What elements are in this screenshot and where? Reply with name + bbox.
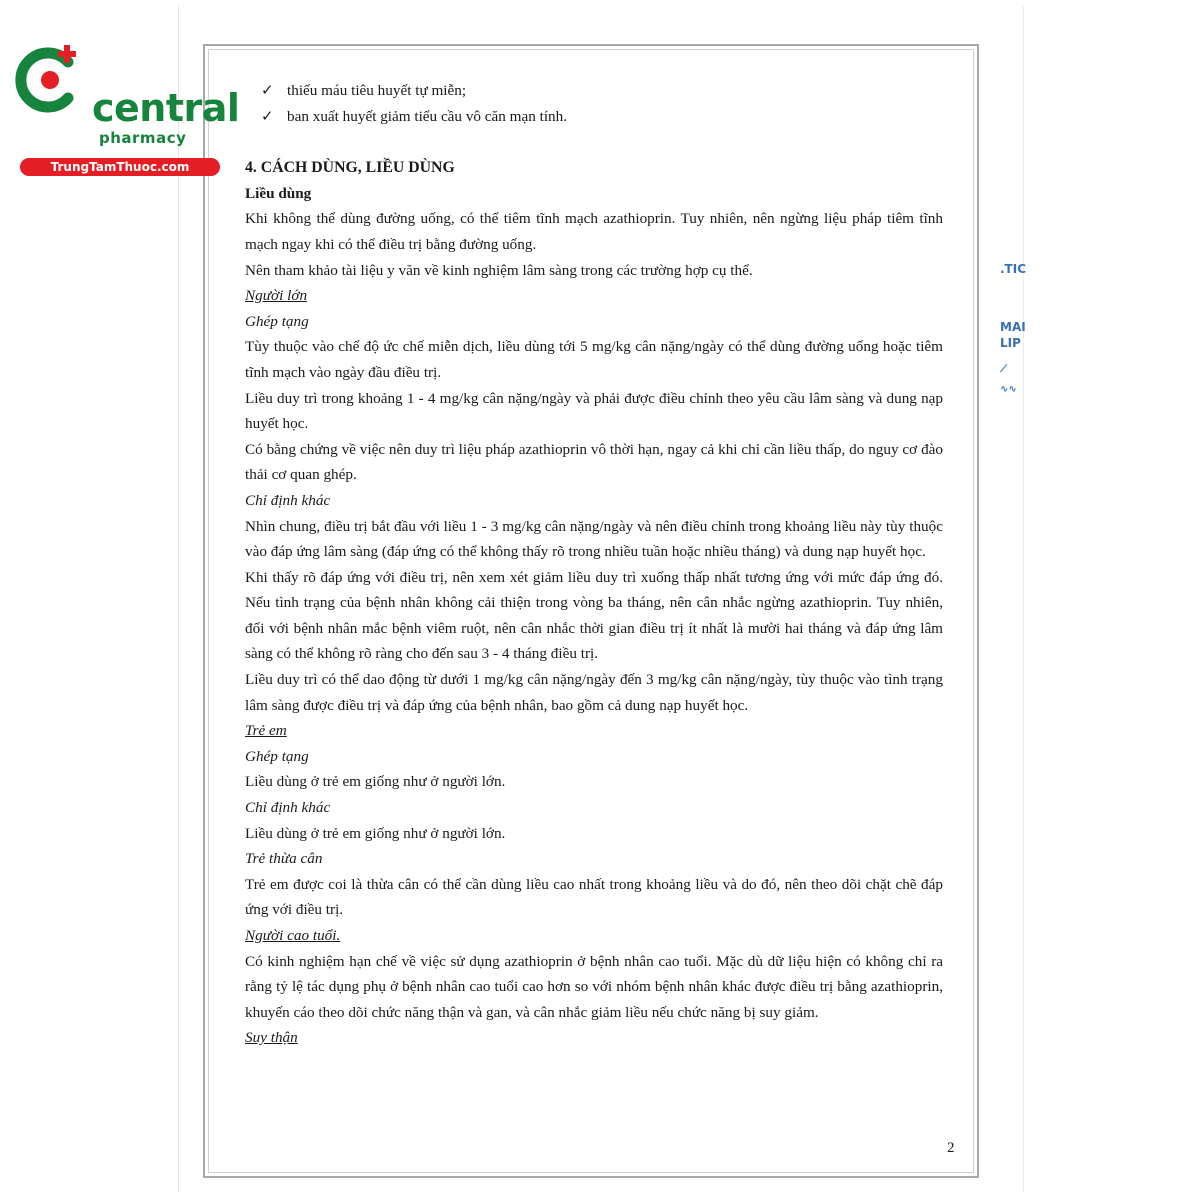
adult-transplant-heading: Ghép tạng [245, 312, 309, 330]
logo-website-banner: TrungTamThuoc.com [20, 158, 220, 176]
elderly-heading: Người cao tuổi. [245, 927, 341, 944]
paragraph: Khi không thể dùng đường uống, có thể tiêm tĩnh mạch azathioprin. Tuy nhiên, nên ngừng liệu pháp tiêm tĩnh mạch ngay khi có thể điều trị bằng đường uống. [245, 210, 943, 253]
paragraph: Liều duy trì trong khoảng 1 - 4 mg/kg cân nặng/ngày và phải được điều chỉnh theo yêu cầu lâm sàng và dung nạp huyết học. [245, 389, 943, 433]
logo-c-icon [10, 40, 90, 120]
children-transplant-heading: Ghép tạng [245, 747, 309, 765]
section-title: 4. CÁCH DÙNG, LIỀU DÙNG [245, 159, 455, 177]
paragraph: Liều duy trì có thể dao động từ dưới 1 mg/kg cân nặng/ngày đến 3 mg/kg cân nặng/ngày, tùy thuộc vào tình trạng lâm sàng được điều trị và đáp ứng của bệnh nhân, bao gồm cả dung nạp huyết học. [245, 671, 943, 714]
adult-other-indications-heading: Chỉ định khác [245, 491, 331, 509]
paragraph: Có bằng chứng về việc nên duy trì liệu pháp azathioprin vô thời hạn, ngay cả khi chỉ cần liều thấp, do nguy cơ đào thải cơ quan ghép. [245, 440, 943, 484]
page-number: 2 [947, 1140, 955, 1156]
paragraph: Khi thấy rõ đáp ứng với điều trị, nên xem xét giảm liều duy trì xuống thấp nhất tương ứng với mức đáp ứng đó. Nếu tình trạng của bệnh nhân không cải thiện trong vòng ba tháng, nên cân nhắc ngừng azathioprin. Tuy nhiên, đối với bệnh nhân mắc bệnh viêm ruột, nên cân nhắc thời gian điều trị ít nhất là mười hai tháng và đáp ứng lâm sàng có thể không rõ ràng cho đến sau 3 - 4 tháng điều trị. [245, 568, 943, 663]
paragraph: Nên tham khảo tài liệu y văn về kinh nghiệm lâm sàng trong các trường hợp cụ thể. [245, 261, 753, 279]
edge-mark-1: .TIC [1000, 262, 1027, 276]
paragraph: Liều dùng ở trẻ em giống như ở người lớn. [245, 773, 506, 791]
document-body [245, 78, 943, 1051]
logo-tagline: pharmacy [99, 129, 187, 147]
edge-mark-5: ∿∿ [1000, 384, 1017, 395]
paragraph: Liều dùng ở trẻ em giống như ở người lớn. [245, 824, 506, 842]
edge-mark-4: ⟋ [1000, 364, 1007, 375]
edge-mark-3: LIP [1000, 336, 1021, 350]
overweight-children-heading: Trẻ thừa cân [245, 850, 323, 868]
paragraph: Nhìn chung, điều trị bắt đầu với liều 1 - 3 mg/kg cân nặng/ngày và nên điều chỉnh trong khoảng liều này tùy thuộc vào đáp ứng lâm sàng (đáp ứng có thể không thấy rõ trong nhiều tuần hoặc nhiều tháng) và dung nạp huyết học. [245, 517, 943, 561]
checkmark-icon: ✓ [261, 82, 274, 99]
logo-wordmark: central [92, 86, 240, 130]
paragraph: Trẻ em được coi là thừa cân có thể cần dùng liều cao nhất trong khoảng liều và do đó, nên theo dõi chặt chẽ đáp ứng với điều trị. [245, 875, 943, 919]
edge-mark-2: MAI [1000, 320, 1026, 334]
checkmark-icon: ✓ [261, 107, 274, 125]
paragraph: Có kinh nghiệm hạn chế về việc sử dụng azathioprin ở bệnh nhân cao tuổi. Mặc dù dữ liệu hiện có không chỉ ra rằng tỷ lệ tác dụng phụ ở bệnh nhân cao tuổi cao hơn so với nhóm bệnh nhân khác được điều trị bằng azathioprin, khuyến cáo theo dõi chức năng thận và gan, và cân nhắc giảm liều nếu chức năng bị suy giảm. [245, 952, 943, 1021]
central-pharmacy-logo [10, 40, 240, 174]
subtitle: Liều dùng [245, 184, 312, 202]
paragraph: Tùy thuộc vào chế độ ức chế miễn dịch, liều dùng tới 5 mg/kg cân nặng/ngày có thể dùng đường uống hoặc tiêm tĩnh mạch vào ngày đầu điều trị. [245, 338, 943, 381]
children-other-indications-heading: Chỉ định khác [245, 799, 331, 817]
adult-heading: Người lớn [245, 287, 308, 305]
edge-bleed-marks [1000, 262, 1030, 412]
children-heading: Trẻ em [245, 722, 287, 740]
bullet-text: thiếu máu tiêu huyết tự miễn; [287, 82, 467, 99]
renal-impairment-heading: Suy thận [245, 1029, 298, 1047]
bullet-text: ban xuất huyết giảm tiểu cầu vô căn mạn tính. [287, 107, 568, 125]
bullet-item [245, 104, 943, 130]
bullet-item [245, 78, 943, 104]
